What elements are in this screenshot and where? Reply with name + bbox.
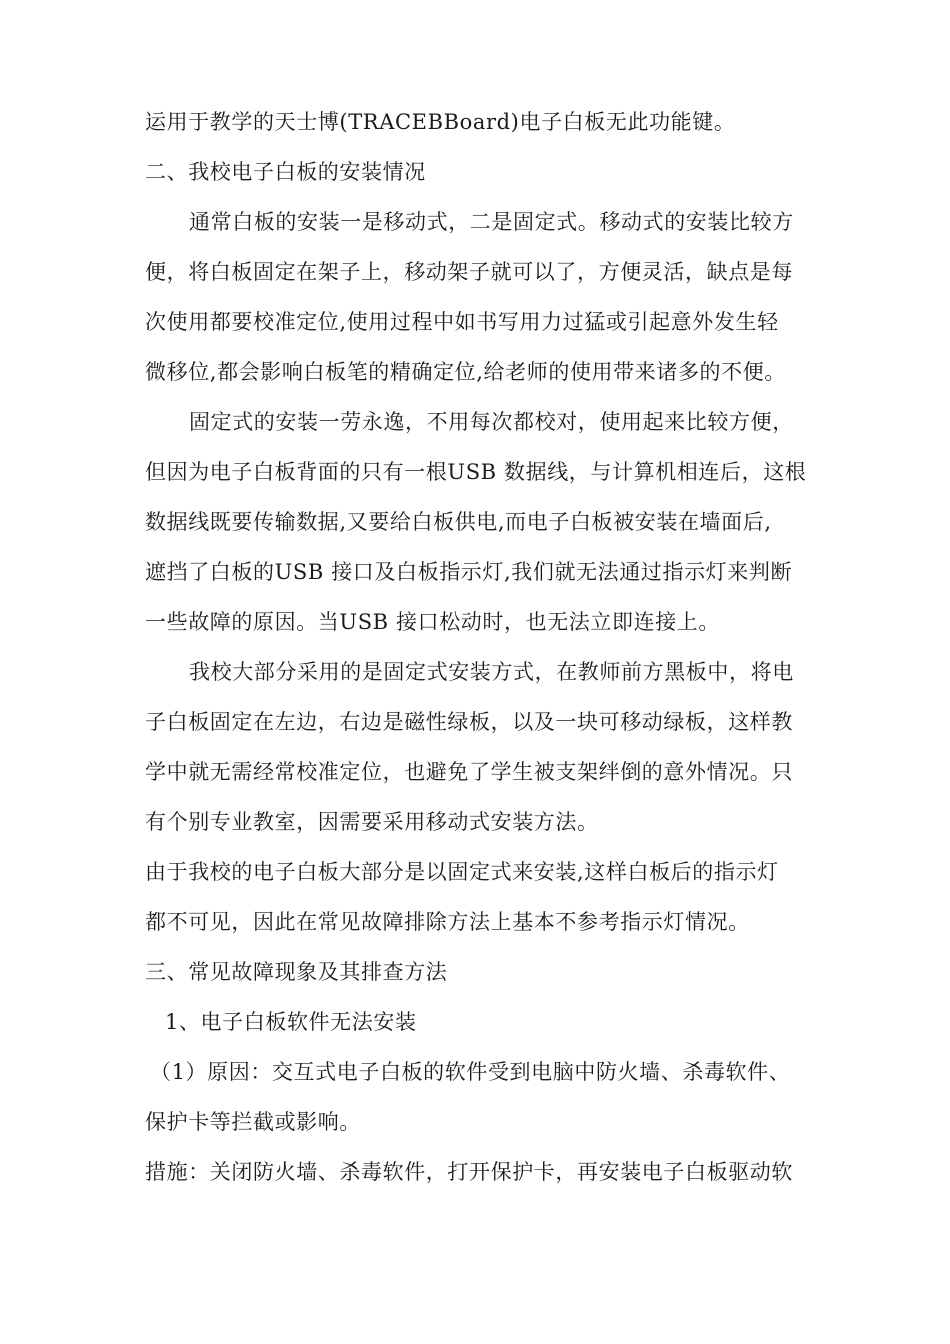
paragraph-line: 通常白板的安装一是移动式，二是固定式。移动式的安装比较方 [189,210,794,234]
paragraph-line: 我校大部分采用的是固定式安装方式，在教师前方黑板中，将电 [189,660,794,684]
paragraph-line: 固定式的安装一劳永逸，不用每次都校对，使用起来比较方便， [189,410,794,434]
subsection-heading: 1、电子白板软件无法安装 [165,1010,417,1034]
paragraph-line: 有个别专业教室，因需要采用移动式安装方法。 [145,810,599,834]
paragraph-line: 子白板固定在左边，右边是磁性绿板，以及一块可移动绿板，这样教 [145,710,793,734]
paragraph-line: 一些故障的原因。当USB 接口松动时，也无法立即连接上。 [145,610,720,634]
paragraph-line: 便，将白板固定在架子上，移动架子就可以了，方便灵活，缺点是每 [145,260,793,284]
section-heading: 二、我校电子白板的安装情况 [145,160,426,184]
paragraph-line: （1）原因：交互式电子白板的软件受到电脑中防火墙、杀毒软件、 [150,1060,791,1084]
paragraph-line: 措施：关闭防火墙、杀毒软件，打开保护卡，再安装电子白板驱动软 [145,1160,793,1184]
paragraph-line: 都不可见，因此在常见故障排除方法上基本不参考指示灯情况。 [145,910,750,934]
paragraph-line: 遮挡了白板的USB 接口及白板指示灯,我们就无法通过指示灯来判断 [145,560,793,584]
paragraph-line: 学中就无需经常校准定位，也避免了学生被支架绊倒的意外情况。只 [145,760,793,784]
paragraph-line: 但因为电子白板背面的只有一根USB 数据线，与计算机相连后，这根 [145,460,807,484]
paragraph-line: 次使用都要校准定位,使用过程中如书写用力过猛或引起意外发生轻 [145,310,779,334]
text-line: 运用于教学的天士博(TRACEBBoard)电子白板无此功能键。 [145,110,736,134]
paragraph-line: 数据线既要传输数据,又要给白板供电,而电子白板被安装在墙面后, [145,510,772,534]
paragraph-line: 微移位,都会影响白板笔的精确定位,给老师的使用带来诸多的不便。 [145,360,786,384]
paragraph-line: 由于我校的电子白板大部分是以固定式来安装,这样白板后的指示灯 [145,860,779,884]
section-heading: 三、常见故障现象及其排查方法 [145,960,448,984]
paragraph-line: 保护卡等拦截或影响。 [145,1110,361,1134]
